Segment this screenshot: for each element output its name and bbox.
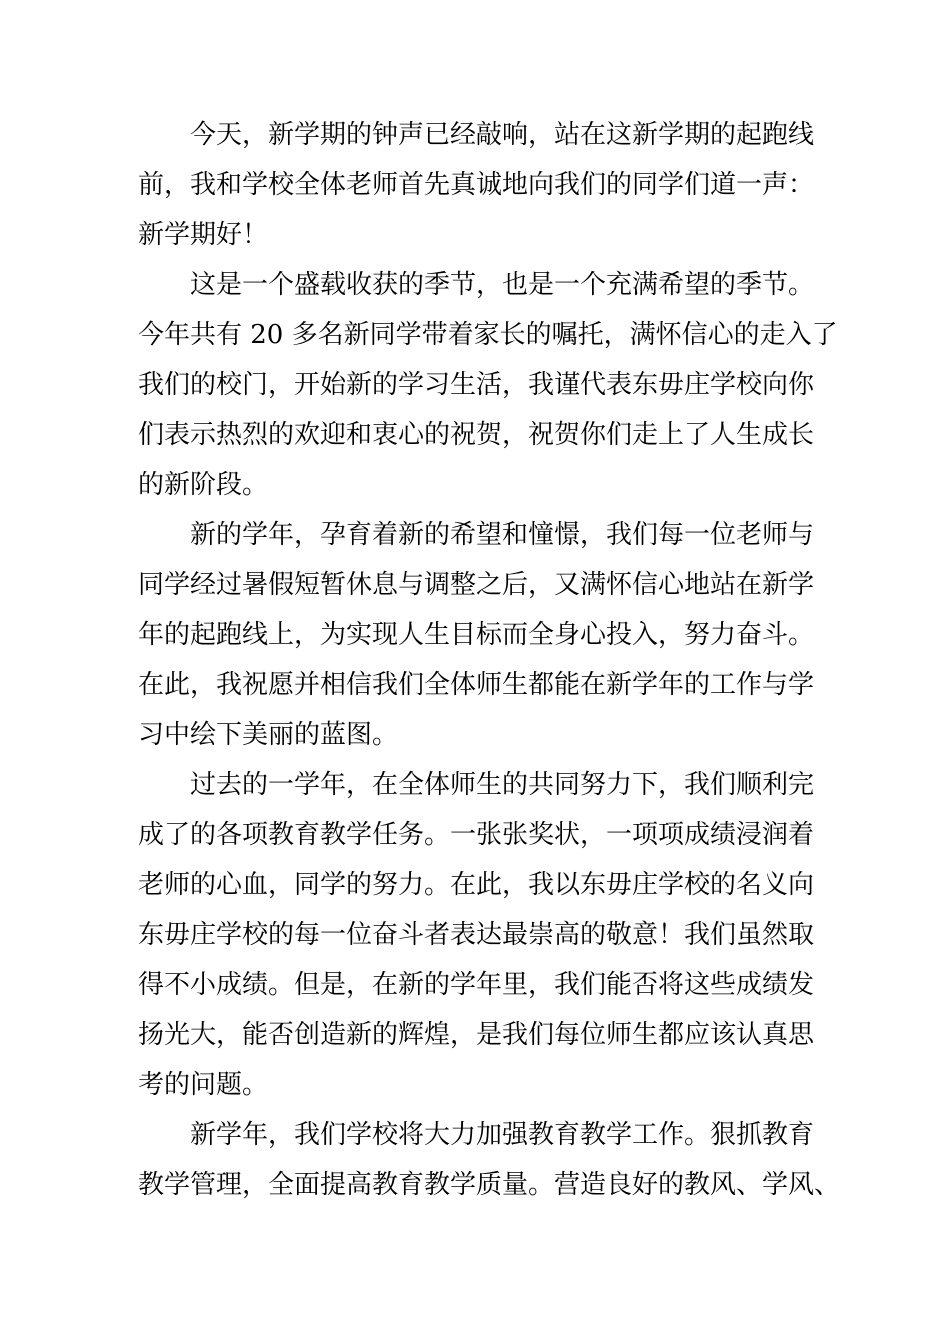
text-line: 东毋庄学校的每一位奋斗者表达最崇高的敬意！我们虽然取 [138,920,815,950]
paragraph-2 [138,260,838,510]
paragraph-3 [138,510,818,760]
text-line: 同学经过暑假短暂休息与调整之后，又满怀信心地站在新学 [138,570,815,600]
text-line: 教学管理，全面提高教育教学质量。营造良好的教风、学风、 [138,1170,841,1200]
text-line: 今天，新学期的钟声已经敲响，站在这新学期的起跑线 [190,120,815,150]
text-line: 前，我和学校全体老师首先真诚地向我们的同学们道一声： [138,170,815,200]
text-line: 这是一个盛载收获的季节，也是一个充满希望的季节。 [190,270,815,300]
text-line: 过去的一学年，在全体师生的共同努力下，我们顺利完 [190,770,815,800]
text-line: 习中绘下美丽的蓝图。 [138,720,399,750]
text-line: 新学年，我们学校将大力加强教育教学工作。狠抓教育 [190,1120,815,1150]
paragraph-5 [138,1110,841,1210]
text-line: 新学期好！ [138,220,269,250]
paragraph-4 [138,760,818,1110]
text-line: 新的学年，孕育着新的希望和憧憬，我们每一位老师与 [190,520,815,550]
text-line: 的新阶段。 [138,470,269,500]
text-line: 考的问题。 [138,1070,269,1100]
text-line: 在此，我祝愿并相信我们全体师生都能在新学年的工作与学 [138,670,815,700]
text-line: 扬光大，能否创造新的辉煌，是我们每位师生都应该认真思 [138,1020,815,1050]
text-line: 成了的各项教育教学任务。一张张奖状，一项项成绩浸润着 [138,820,815,850]
text-line: 们表示热烈的欢迎和衷心的祝贺，祝贺你们走上了人生成长 [138,420,815,450]
text-line: 我们的校门，开始新的学习生活，我谨代表东毋庄学校向你 [138,370,815,400]
text-line: 年的起跑线上，为实现人生目标而全身心投入，努力奋斗。 [138,620,815,650]
text-line: 得不小成绩。但是，在新的学年里，我们能否将这些成绩发 [138,970,815,1000]
text-line: 今年共有 20 多名新同学带着家长的嘱托，满怀信心的走入了 [138,320,838,350]
text-line: 老师的心血，同学的努力。在此，我以东毋庄学校的名义向 [138,870,815,900]
document-body [138,110,841,1210]
paragraph-1 [138,110,818,260]
